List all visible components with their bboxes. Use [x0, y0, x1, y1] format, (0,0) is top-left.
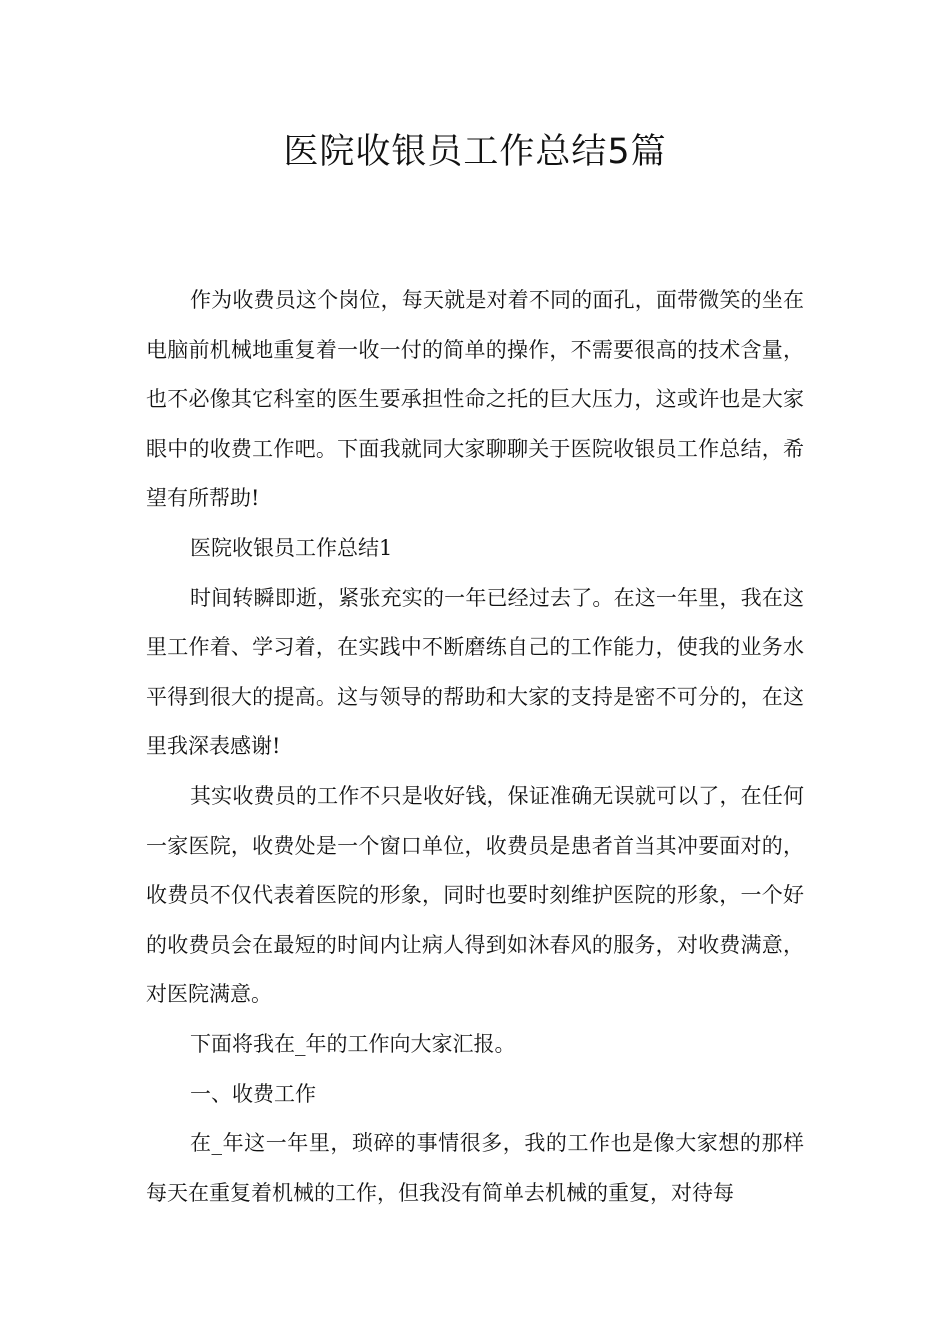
- document-body: [146, 276, 804, 1218]
- body-paragraph: 下面将我在_年的工作向大家汇报。: [190, 1031, 516, 1056]
- intro-paragraph: 作为收费员这个岗位，每天就是对着不同的面孔，面带微笑的坐在电脑前机械地重复着一收一付的简单的操作，不需要很高的技术含量，也不必像其它科室的医生要承担性命之托的巨大压力，这或许也是大家眼中的收费工作吧。下面我就同大家聊聊关于医院收银员工作总结，希望有所帮助!: [146, 288, 804, 511]
- document-title: 医院收银员工作总结5篇: [283, 132, 667, 172]
- body-paragraph: 时间转瞬即逝，紧张充实的一年已经过去了。在这一年里，我在这里工作着、学习着，在实践中不断磨练自己的工作能力，使我的业务水平得到很大的提高。这与领导的帮助和大家的支持是密不可分的，在这里我深表感谢!: [146, 585, 804, 759]
- section-heading-billing-work: 一、收费工作: [190, 1081, 316, 1106]
- section-heading-summary-1: 医院收银员工作总结1: [190, 535, 393, 560]
- body-paragraph: 在_年这一年里，琐碎的事情很多，我的工作也是像大家想的那样每天在重复着机械的工作，但我没有简单去机械的重复，对待每: [146, 1131, 804, 1205]
- body-paragraph: 其实收费员的工作不只是收好钱，保证准确无误就可以了，在任何一家医院，收费处是一个窗口单位，收费员是患者首当其冲要面对的，收费员不仅代表着医院的形象，同时也要时刻维护医院的形象，一个好的收费员会在最短的时间内让病人得到如沐春风的服务，对收费满意，对医院满意。: [146, 783, 804, 1007]
